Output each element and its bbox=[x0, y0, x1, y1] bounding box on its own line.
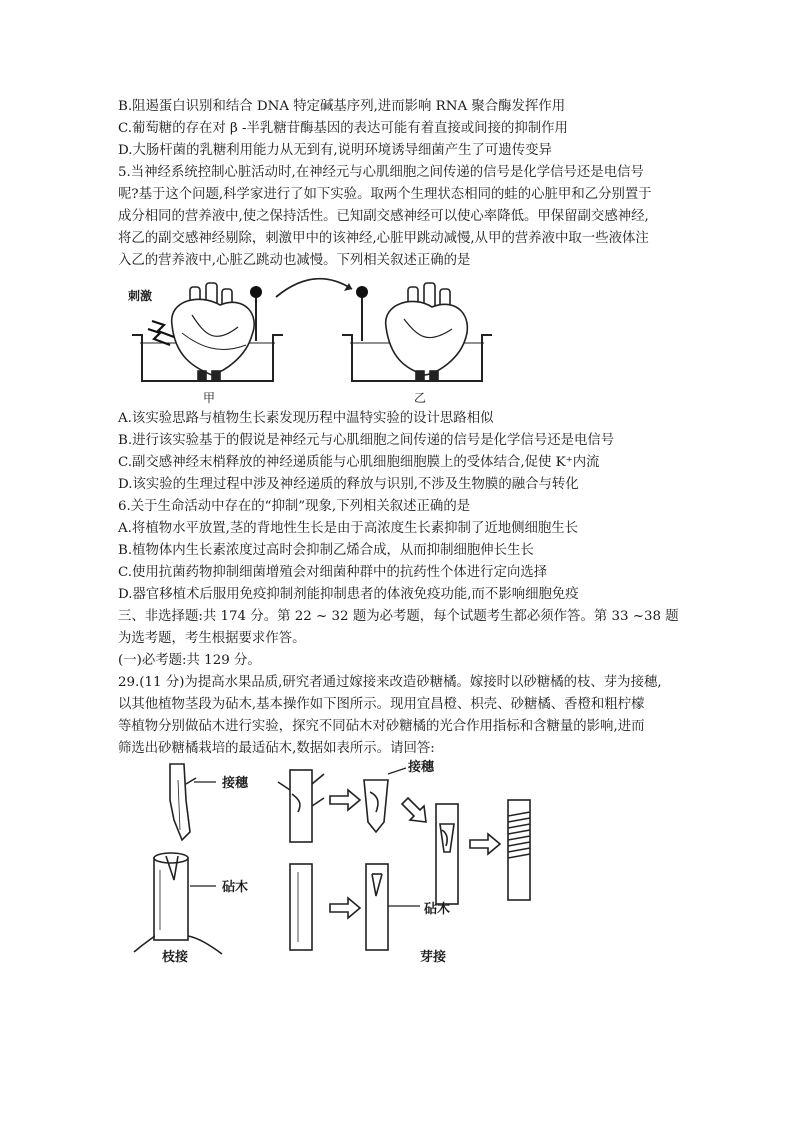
heart-diagram bbox=[120, 275, 500, 410]
text-line: 等植物分别做砧木进行实验，探究不同砧木对砂糖橘的光合作用指标和含糖量的影响,进而 bbox=[118, 719, 645, 734]
rootstock-stump bbox=[134, 853, 222, 954]
subsection-heading: (一)必考题:共 129 分。 bbox=[118, 653, 261, 668]
text-line: 入乙的营养液中,心脏乙跳动也减慢。下列相关叙述正确的是 bbox=[118, 253, 471, 268]
option-b: B.植物体内生长素浓度过高时会抑制乙烯合成，从而抑制细胞伸长生长 bbox=[118, 543, 534, 558]
branch-grafting-caption: 枝接 bbox=[162, 950, 189, 965]
stimulus-electrode-icon bbox=[148, 321, 174, 345]
bud-piece bbox=[364, 780, 388, 832]
heart-yi bbox=[386, 283, 468, 381]
text-line: 呢?基于这个问题,科学家进行了如下实验。取两个生理状态相同的蛙的心脏甲和乙分别置于 bbox=[118, 187, 652, 202]
arrow-icon bbox=[330, 790, 360, 810]
heart-experiment-figure bbox=[120, 275, 500, 410]
section-heading: 三、非选择题:共 174 分。第 22 ~ 32 题为必考题，每个试题考生都必须作答。第 33 ~38 题 bbox=[118, 609, 679, 624]
wrapped-graft bbox=[508, 800, 530, 900]
arrow-icon bbox=[330, 898, 360, 918]
option-c: C.使用抗菌药物抑制细菌增殖会对细菌种群中的抗药性个体进行定向选择 bbox=[118, 565, 548, 580]
text-line: 以其他植物茎段为砧木,基本操作如下图所示。现用宜昌橙、枳壳、砂糖橘、香橙和粗柠檬 bbox=[118, 697, 645, 712]
text-line: 将乙的副交感神经剔除，刺激甲中的该神经,心脏甲跳动减慢,从甲的营养液中取一些液体注 bbox=[118, 231, 649, 246]
option-a: A.将植物水平放置,茎的背地性生长是由于高浓度生长素抑制了近地侧细胞生长 bbox=[118, 521, 579, 536]
rootstock-branch bbox=[290, 864, 312, 950]
bud-scion-label: 接穗 bbox=[408, 760, 435, 775]
scion-branch bbox=[170, 764, 196, 840]
bud-inserted-rootstock bbox=[436, 804, 458, 904]
option-a: A.该实验思路与植物生长素发现历程中温特实验的设计思路相似 bbox=[118, 411, 494, 426]
grafting-figure bbox=[130, 760, 550, 970]
option-c: C.副交感神经末梢释放的神经递质能与心肌细胞细胞膜上的受体结合,促使 K⁺内流 bbox=[118, 455, 600, 470]
arrow-icon bbox=[470, 834, 500, 854]
bud-rootstock-label: 砧木 bbox=[424, 902, 451, 917]
question-29-stem: 29.(11 分)为提高水果品质,研究者通过嫁接来改造砂糖橘。嫁接时以砂糖橘的枝、芽为接穗, bbox=[118, 675, 662, 690]
bud-source-branch bbox=[278, 770, 324, 842]
rootstock-label: 砧木 bbox=[222, 880, 249, 895]
grafting-diagram bbox=[130, 760, 550, 970]
arrow-icon bbox=[402, 798, 426, 822]
heart-yi-label: 乙 bbox=[414, 391, 427, 405]
option-d: D.器官移植术后服用免疫抑制剂能抑制患者的体液免疫功能,而不影响细胞免疫 bbox=[118, 587, 579, 602]
text-line: B.阻遏蛋白识别和结合 DNA 特定碱基序列,进而影响 RNA 聚合酶发挥作用 bbox=[118, 99, 566, 114]
dropper-icon-right bbox=[356, 286, 368, 341]
bud-pointer bbox=[388, 768, 406, 774]
question-5-stem: 5.当神经系统控制心脏活动时,在神经元与心肌细胞之间传递的信号是化学信号还是电信号 bbox=[118, 165, 644, 180]
text-line: 成分相同的营养液中,使之保持活性。已知副交感神经可以使心率降低。甲保留副交感神经, bbox=[118, 209, 649, 224]
heart-jia-label: 甲 bbox=[203, 391, 216, 405]
bud-grafting-caption: 芽接 bbox=[420, 950, 447, 965]
text-line: 为选考题，考生根据要求作答。 bbox=[118, 631, 306, 646]
stimulus-label: 刺激 bbox=[128, 289, 153, 303]
text-line: D.大肠杆菌的乳糖利用能力从无到有,说明环境诱导细菌产生了可遗传变异 bbox=[118, 143, 552, 158]
question-6-stem: 6.关于生命活动中存在的“抑制”现象,下列相关叙述正确的是 bbox=[118, 499, 471, 514]
option-b: B.进行该实验基于的假说是神经元与心肌细胞之间传递的信号是化学信号还是电信号 bbox=[118, 433, 615, 448]
scion-label: 接穗 bbox=[222, 776, 249, 791]
text-line: 筛选出砂糖橘栽培的最适砧木,数据如表所示。请回答: bbox=[118, 741, 435, 756]
text-line: C.葡萄糖的存在对 β -半乳糖苷酶基因的表达可能有着直接或间接的抑制作用 bbox=[118, 121, 568, 136]
transfer-arrow-icon bbox=[276, 279, 352, 297]
option-d: D.该实验的生理过程中涉及神经递质的释放与识别,不涉及生物膜的融合与转化 bbox=[118, 477, 579, 492]
rootstock-cut bbox=[366, 864, 388, 950]
heart-jia bbox=[172, 283, 255, 381]
